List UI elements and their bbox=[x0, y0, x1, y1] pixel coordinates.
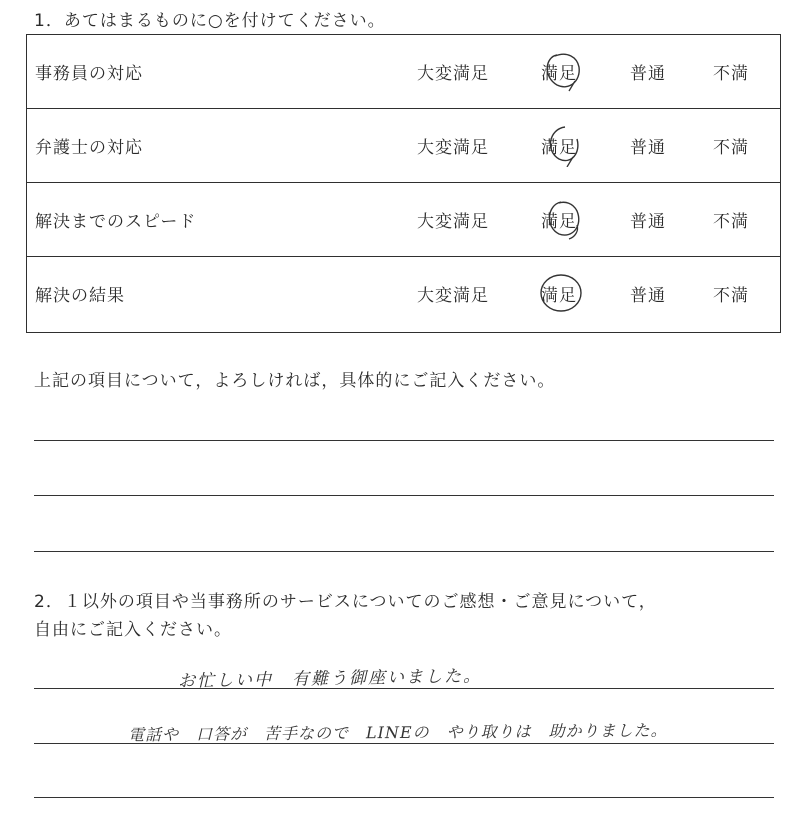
option-very-satisfied[interactable]: 大変満足 bbox=[417, 64, 489, 84]
option-dissatisfied[interactable]: 不満 bbox=[713, 138, 749, 158]
question-2-heading-continued: 自由にご記入ください。 bbox=[34, 620, 232, 640]
option-neutral[interactable]: 普通 bbox=[630, 138, 666, 158]
handwritten-comment-line-2: 電話や 口答が 苦手なので LINEの やり取りは 助かりました。 bbox=[127, 720, 668, 745]
option-satisfied[interactable]: 満足 bbox=[541, 64, 577, 84]
option-satisfied[interactable]: 満足 bbox=[541, 286, 577, 306]
question-1-heading: 1．あてはまるものに○を付けてください。 bbox=[34, 11, 386, 31]
writing-line bbox=[34, 495, 774, 496]
writing-line bbox=[34, 440, 774, 441]
row-label: 弁護士の対応 bbox=[35, 138, 143, 158]
row-label: 解決までのスピード bbox=[35, 212, 197, 232]
option-dissatisfied[interactable]: 不満 bbox=[713, 212, 749, 232]
question-2-heading: 2．１以外の項目や当事務所のサービスについてのご感想・ご意見について， bbox=[34, 592, 657, 612]
rating-row-lawyer bbox=[27, 109, 780, 183]
option-satisfied[interactable]: 満足 bbox=[541, 212, 577, 232]
row-label: 事務員の対応 bbox=[35, 64, 143, 84]
option-dissatisfied[interactable]: 不満 bbox=[713, 286, 749, 306]
option-dissatisfied[interactable]: 不満 bbox=[713, 64, 749, 84]
row-label: 解決の結果 bbox=[35, 286, 125, 306]
comment-prompt: 上記の項目について，よろしければ，具体的にご記入ください。 bbox=[34, 371, 556, 391]
writing-line bbox=[34, 743, 774, 744]
writing-line bbox=[34, 797, 774, 798]
writing-line bbox=[34, 688, 774, 689]
option-satisfied[interactable]: 満足 bbox=[541, 138, 577, 158]
rating-row-staff bbox=[27, 35, 780, 109]
option-very-satisfied[interactable]: 大変満足 bbox=[417, 212, 489, 232]
option-neutral[interactable]: 普通 bbox=[630, 212, 666, 232]
rating-row-result bbox=[27, 257, 780, 331]
option-neutral[interactable]: 普通 bbox=[630, 64, 666, 84]
option-very-satisfied[interactable]: 大変満足 bbox=[417, 138, 489, 158]
option-neutral[interactable]: 普通 bbox=[630, 286, 666, 306]
writing-line bbox=[34, 551, 774, 552]
rating-row-speed bbox=[27, 183, 780, 257]
option-very-satisfied[interactable]: 大変満足 bbox=[417, 286, 489, 306]
rating-table bbox=[26, 34, 781, 333]
handwritten-comment-line-1: お忙しい中 有難う御座いました。 bbox=[177, 666, 483, 692]
